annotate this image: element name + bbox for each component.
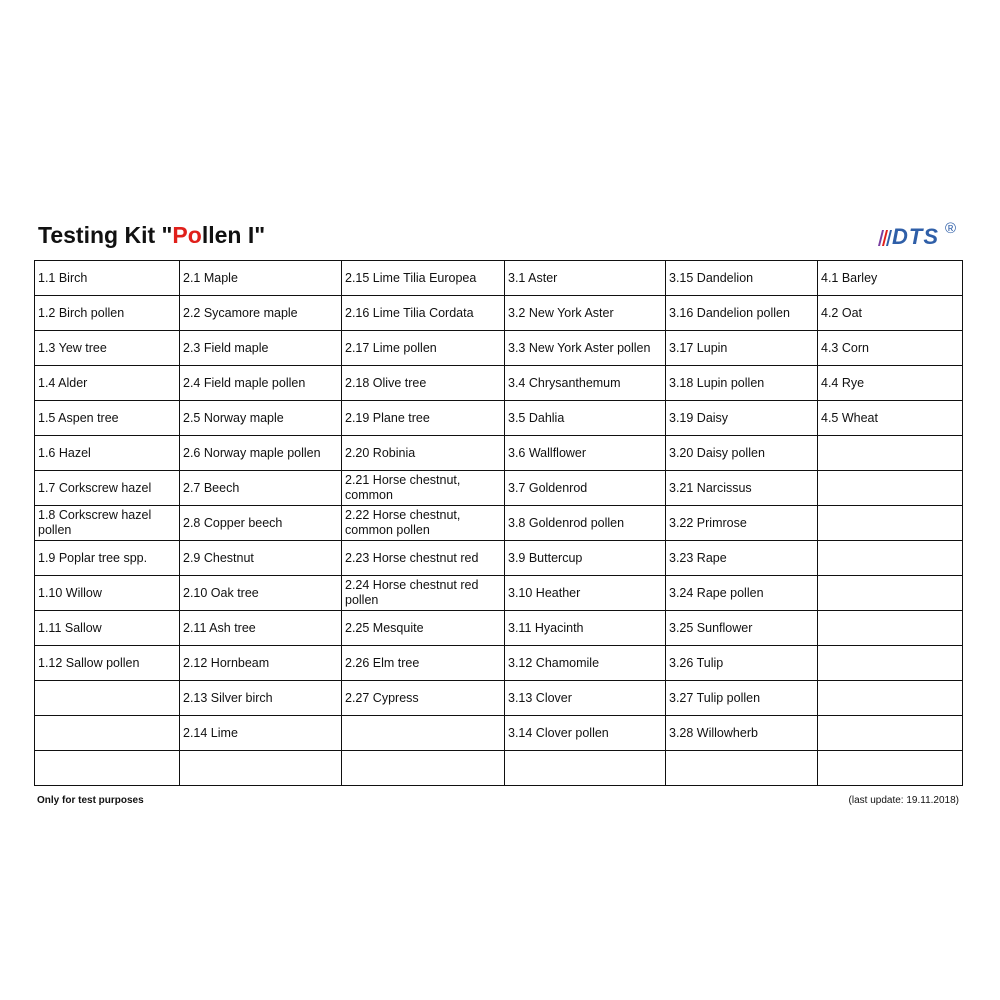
table-cell	[342, 716, 505, 751]
table-cell: 2.1 Maple	[180, 261, 342, 296]
table-cell: 3.2 New York Aster	[505, 296, 666, 331]
table-cell: 1.7 Corkscrew hazel	[35, 471, 180, 506]
table-cell: 2.14 Lime	[180, 716, 342, 751]
table-cell: 3.18 Lupin pollen	[666, 366, 818, 401]
table-row	[35, 751, 963, 786]
table-cell: 4.5 Wheat	[818, 401, 963, 436]
table-cell: 2.7 Beech	[180, 471, 342, 506]
table-row	[35, 576, 963, 611]
table-cell: 3.23 Rape	[666, 541, 818, 576]
table-cell: 3.8 Goldenrod pollen	[505, 506, 666, 541]
table-cell: 1.2 Birch pollen	[35, 296, 180, 331]
footer-last-update: (last update: 19.11.2018)	[848, 795, 959, 806]
allergen-table	[34, 260, 963, 786]
table-cell: 3.1 Aster	[505, 261, 666, 296]
table-cell: 3.3 New York Aster pollen	[505, 331, 666, 366]
table-cell: 3.9 Buttercup	[505, 541, 666, 576]
table-cell	[818, 541, 963, 576]
table-row	[35, 541, 963, 576]
table-cell: 3.5 Dahlia	[505, 401, 666, 436]
table-row	[35, 296, 963, 331]
table-cell: 1.10 Willow	[35, 576, 180, 611]
table-row	[35, 471, 963, 506]
table-cell: 4.1 Barley	[818, 261, 963, 296]
table-cell: 1.12 Sallow pollen	[35, 646, 180, 681]
table-cell: 2.17 Lime pollen	[342, 331, 505, 366]
table-row	[35, 401, 963, 436]
table-cell: 3.17 Lupin	[666, 331, 818, 366]
table-cell: 2.19 Plane tree	[342, 401, 505, 436]
table-cell: 2.11 Ash tree	[180, 611, 342, 646]
table-cell: 2.9 Chestnut	[180, 541, 342, 576]
table-cell: 1.3 Yew tree	[35, 331, 180, 366]
table-cell	[35, 716, 180, 751]
table-cell: 4.2 Oat	[818, 296, 963, 331]
logo-registered: ®	[945, 220, 957, 237]
table-cell: 1.8 Corkscrew hazel pollen	[35, 506, 180, 541]
table-cell: 3.24 Rape pollen	[666, 576, 818, 611]
table-cell	[342, 751, 505, 786]
table-row	[35, 436, 963, 471]
table-cell: 3.14 Clover pollen	[505, 716, 666, 751]
table-row	[35, 261, 963, 296]
table-cell: 3.11 Hyacinth	[505, 611, 666, 646]
table-cell: 2.15 Lime Tilia Europea	[342, 261, 505, 296]
table-cell: 2.27 Cypress	[342, 681, 505, 716]
page-title	[38, 222, 265, 249]
table-cell	[35, 751, 180, 786]
table-cell: 1.9 Poplar tree spp.	[35, 541, 180, 576]
logo-text: DTS	[892, 224, 939, 249]
table-cell: 2.8 Copper beech	[180, 506, 342, 541]
table-cell	[818, 716, 963, 751]
table-cell: 3.7 Goldenrod	[505, 471, 666, 506]
table-cell: 3.22 Primrose	[666, 506, 818, 541]
table-cell: 1.4 Alder	[35, 366, 180, 401]
table-cell: 2.5 Norway maple	[180, 401, 342, 436]
table-row	[35, 506, 963, 541]
table-cell	[180, 751, 342, 786]
table-cell	[818, 646, 963, 681]
table-cell: 2.12 Hornbeam	[180, 646, 342, 681]
table-cell: 2.26 Elm tree	[342, 646, 505, 681]
table-row	[35, 646, 963, 681]
table-cell: 1.5 Aspen tree	[35, 401, 180, 436]
title-highlight: Po	[172, 222, 202, 248]
table-cell: 4.4 Rye	[818, 366, 963, 401]
dts-logo	[878, 220, 964, 252]
table-cell: 2.22 Horse chestnut, common pollen	[342, 506, 505, 541]
table-cell	[505, 751, 666, 786]
table-cell: 3.28 Willowherb	[666, 716, 818, 751]
table-cell: 3.4 Chrysanthemum	[505, 366, 666, 401]
title-suffix: llen I"	[201, 222, 266, 248]
table-cell	[818, 751, 963, 786]
table-row	[35, 366, 963, 401]
table-cell: 2.13 Silver birch	[180, 681, 342, 716]
table-cell: 2.6 Norway maple pollen	[180, 436, 342, 471]
title-prefix: Testing Kit "	[38, 222, 173, 248]
table-cell	[666, 751, 818, 786]
table-cell: 3.6 Wallflower	[505, 436, 666, 471]
table-cell: 2.16 Lime Tilia Cordata	[342, 296, 505, 331]
table-cell: 2.10 Oak tree	[180, 576, 342, 611]
table-cell: 2.25 Mesquite	[342, 611, 505, 646]
table-cell	[818, 506, 963, 541]
table-cell: 2.23 Horse chestnut red	[342, 541, 505, 576]
table-cell: 4.3 Corn	[818, 331, 963, 366]
table-cell: 2.2 Sycamore maple	[180, 296, 342, 331]
table-cell: 3.13 Clover	[505, 681, 666, 716]
table-cell: 3.27 Tulip pollen	[666, 681, 818, 716]
table-cell: 1.11 Sallow	[35, 611, 180, 646]
table-cell	[818, 681, 963, 716]
table-row	[35, 611, 963, 646]
table-cell: 2.20 Robinia	[342, 436, 505, 471]
table-cell: 2.4 Field maple pollen	[180, 366, 342, 401]
table-cell	[35, 681, 180, 716]
table-cell: 3.20 Daisy pollen	[666, 436, 818, 471]
footer-disclaimer: Only for test purposes	[37, 795, 144, 806]
table-cell	[818, 611, 963, 646]
table-cell: 3.15 Dandelion	[666, 261, 818, 296]
table-cell	[818, 436, 963, 471]
table-cell: 3.16 Dandelion pollen	[666, 296, 818, 331]
table-cell: 2.18 Olive tree	[342, 366, 505, 401]
table-cell	[818, 576, 963, 611]
table-cell: 3.10 Heather	[505, 576, 666, 611]
table-cell: 2.3 Field maple	[180, 331, 342, 366]
table-row	[35, 681, 963, 716]
table-cell: 3.25 Sunflower	[666, 611, 818, 646]
table-row	[35, 716, 963, 751]
table-cell: 3.12 Chamomile	[505, 646, 666, 681]
table-cell: 1.6 Hazel	[35, 436, 180, 471]
table-cell: 2.21 Horse chestnut, common	[342, 471, 505, 506]
table-row	[35, 331, 963, 366]
table-cell: 2.24 Horse chestnut red pollen	[342, 576, 505, 611]
table-cell: 3.19 Daisy	[666, 401, 818, 436]
table-cell	[818, 471, 963, 506]
table-cell: 3.21 Narcissus	[666, 471, 818, 506]
table-cell: 1.1 Birch	[35, 261, 180, 296]
table-cell: 3.26 Tulip	[666, 646, 818, 681]
